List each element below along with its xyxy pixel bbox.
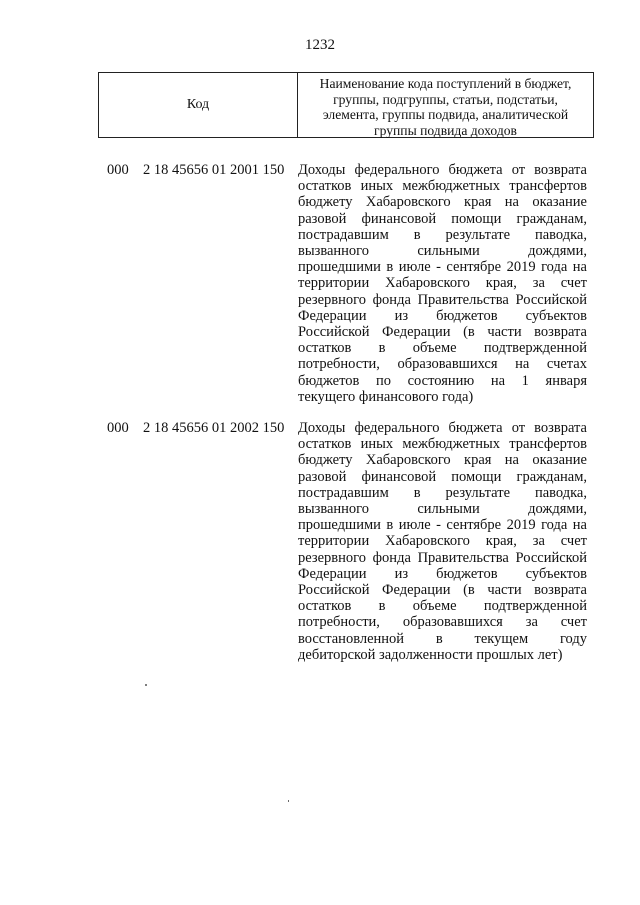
description-line: Российской Федерации (в части возврата xyxy=(298,324,587,341)
description-line: потребности, образовавшихся на счетах xyxy=(298,356,587,373)
header-name-line: группы подвида доходов xyxy=(374,122,517,138)
scan-speck xyxy=(288,800,289,802)
description-line: пострадавшим в результате паводка, xyxy=(298,484,587,501)
description-line: территории Хабаровского края, за счет xyxy=(298,533,587,550)
description-line: текущего финансового года) xyxy=(298,388,474,405)
description-line: Федерации из бюджетов субъектов xyxy=(298,565,587,582)
description-line: бюджету Хабаровского края на оказание xyxy=(298,194,587,211)
description-line: потребности, образовавшихся за счет xyxy=(298,614,587,631)
description-line: бюджету Хабаровского края на оказание xyxy=(298,452,587,469)
budget-code: 2 18 45656 01 2002 150 xyxy=(143,420,285,436)
description-line: бюджетов по состоянию на 1 января xyxy=(298,372,587,389)
admin-code: 000 xyxy=(107,420,129,436)
description-line: территории Хабаровского края, за счет xyxy=(298,275,587,292)
description-line: прошедшими в июле - сентябре 2019 года на xyxy=(298,517,587,534)
description-line: резервного фонда Правительства Российской xyxy=(298,549,587,566)
income-description xyxy=(298,420,587,663)
description-line: резервного фонда Правительства Российской xyxy=(298,291,587,308)
description-line: разовой финансовой помощи гражданам, xyxy=(298,210,587,227)
description-line: остатков иных межбюджетных трансфертов xyxy=(298,436,587,453)
description-line: дебиторской задолженности прошлых лет) xyxy=(298,646,563,663)
description-line: Российской Федерации (в части возврата xyxy=(298,582,587,599)
page-number: 1232 xyxy=(305,37,335,53)
header-code-cell xyxy=(99,73,298,137)
description-line: Доходы федерального бюджета от возврата xyxy=(298,420,587,436)
description-line: остатков в объеме подтвержденной xyxy=(298,598,587,615)
header-name-line: группы, подгруппы, статьи, подстатьи, xyxy=(333,91,558,107)
description-line: восстановленной в текущем году xyxy=(298,630,587,647)
description-line: остатков иных межбюджетных трансфертов xyxy=(298,178,587,195)
scan-speck xyxy=(145,684,147,686)
description-line: вызванного сильными дождями, xyxy=(298,243,587,260)
header-name-line: элемента, группы подвида, аналитической xyxy=(322,107,569,122)
header-code-label: Код xyxy=(186,97,210,112)
income-description xyxy=(298,162,587,405)
table-header xyxy=(98,72,594,138)
header-name-line: Наименование кода поступлений в бюджет, xyxy=(319,76,572,91)
description-line: Доходы федерального бюджета от возврата xyxy=(298,162,587,178)
description-line: пострадавшим в результате паводка, xyxy=(298,226,587,243)
budget-code: 2 18 45656 01 2001 150 xyxy=(143,162,285,178)
description-line: вызванного сильными дождями, xyxy=(298,501,587,518)
description-line: Федерации из бюджетов субъектов xyxy=(298,307,587,324)
description-line: разовой финансовой помощи гражданам, xyxy=(298,468,587,485)
description-line: остатков в объеме подтвержденной xyxy=(298,340,587,357)
description-line: прошедшими в июле - сентябре 2019 года на xyxy=(298,259,587,276)
admin-code: 000 xyxy=(107,162,129,178)
header-name-cell xyxy=(298,73,593,137)
